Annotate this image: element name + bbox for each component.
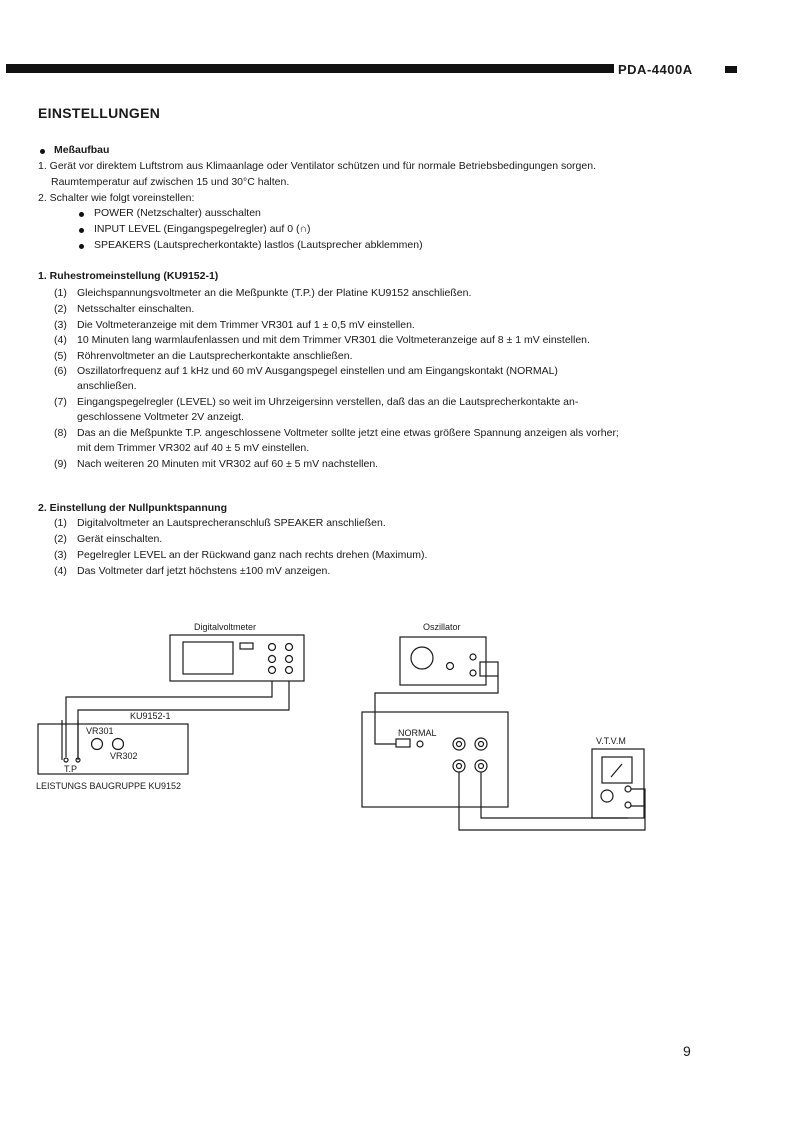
step-number: (8) [54,427,67,439]
step-number: (5) [54,350,67,362]
amplifier-box [362,712,508,807]
step-number: (7) [54,396,67,408]
step-text: Das Voltmeter darf jetzt höchstens ±100 mV anzeigen. [77,565,331,577]
step-text: Digitalvoltmeter an Lautsprecheranschluß SPEAKER anschließen. [77,517,386,529]
page-number: 9 [683,1043,691,1059]
step-text: Die Voltmeteranzeige mit dem Trimmer VR301 auf 1 ± 0,5 mV einstellen. [77,319,415,331]
preset-bullet: INPUT LEVEL (Eingangspegelregler) auf 0 (∩) [94,223,311,235]
vr302-trimmer [113,739,124,750]
step-number: (3) [54,319,67,331]
messaufbau-item1-line1: 1. Gerät vor direktem Luftstrom aus Klimaanlage oder Ventilator schützen und für normale Betriebsbedingungen sorgen. [38,160,596,172]
step-text: Gleichspannungsvoltmeter an die Meßpunkte (T.P.) der Platine KU9152 anschließen. [77,287,472,299]
step-number: (2) [54,533,67,545]
messaufbau-item1-line2: Raumtemperatur auf zwischen 15 und 30°C halten. [51,176,290,188]
step-number: (2) [54,303,67,315]
step-text: anschließen. [77,380,137,392]
messaufbau-item2: 2. Schalter wie folgt voreinstellen: [38,192,195,204]
section1-heading: 1. Ruhestromeinstellung (KU9152-1) [38,270,219,282]
oszillator-dial [411,647,433,669]
preset-bullet: SPEAKERS (Lautsprecherkontakte) lastlos (Lautsprecher abklemmen) [94,239,423,251]
step-text: Oszillatorfrequenz auf 1 kHz und 60 mV Ausgangspegel einstellen und am Eingangskontakt (NORMAL) [77,365,558,377]
step-number: (4) [54,565,67,577]
board-caption: LEISTUNGS BAUGRUPPE KU9152 [36,781,182,791]
tp-label: T.P [64,764,78,774]
step-text: geschlossene Voltmeter 2V anzeigt. [77,411,244,423]
oszillator-label: Oszillator [423,622,461,632]
oszillator-box [400,637,486,685]
page-title: EINSTELLUNGEN [38,105,161,121]
step-text: Pegelregler LEVEL an der Rückwand ganz nach rechts drehen (Maximum). [77,549,428,561]
step-text: mit dem Trimmer VR302 auf 40 ± 5 mV einstellen. [77,442,310,454]
vtvm-label: V.T.V.M [596,736,626,746]
digitalvoltmeter-display [183,642,233,674]
step-text: Eingangspegelregler (LEVEL) so weit im Uhrzeigersinn verstellen, daß das an die Lautsprecherkontakte an- [77,396,579,408]
vr302-label: VR302 [110,751,138,761]
normal-input-jack [396,739,410,747]
digitalvoltmeter-switch [240,643,253,649]
preset-bullet: POWER (Netzschalter) ausschalten [94,207,261,219]
step-text: 10 Minuten lang warmlaufenlassen und mit dem Trimmer VR301 die Voltmeteranzeige auf 8 ± 1 mV einstellen. [77,334,590,346]
step-number: (9) [54,458,67,470]
vr301-label: VR301 [86,726,114,736]
step-number: (1) [54,287,67,299]
digitalvoltmeter-label: Digitalvoltmeter [194,622,257,632]
step-number: (3) [54,549,67,561]
step-number: (1) [54,517,67,529]
step-text: Nach weiteren 20 Minuten mit VR302 auf 60 ± 5 mV nachstellen. [77,458,379,470]
step-text: Das an die Meßpunkte T.P. angeschlossene Voltmeter sollte jetzt eine etwas größere Spannung anzeigen als vorher; [77,427,619,439]
messaufbau-heading: Meßaufbau [54,144,110,156]
model-number: PDA-4400A [618,62,693,77]
normal-label: NORMAL [398,728,437,738]
vr301-trimmer [92,739,103,750]
step-number: (4) [54,334,67,346]
step-text: Röhrenvoltmeter an die Lautsprecherkontakte anschließen. [77,350,353,362]
step-number: (6) [54,365,67,377]
step-text: Netsschalter einschalten. [77,303,195,315]
board-label: KU9152-1 [130,711,171,721]
step-text: Gerät einschalten. [77,533,163,545]
section2-heading: 2. Einstellung der Nullpunktspannung [38,502,228,514]
